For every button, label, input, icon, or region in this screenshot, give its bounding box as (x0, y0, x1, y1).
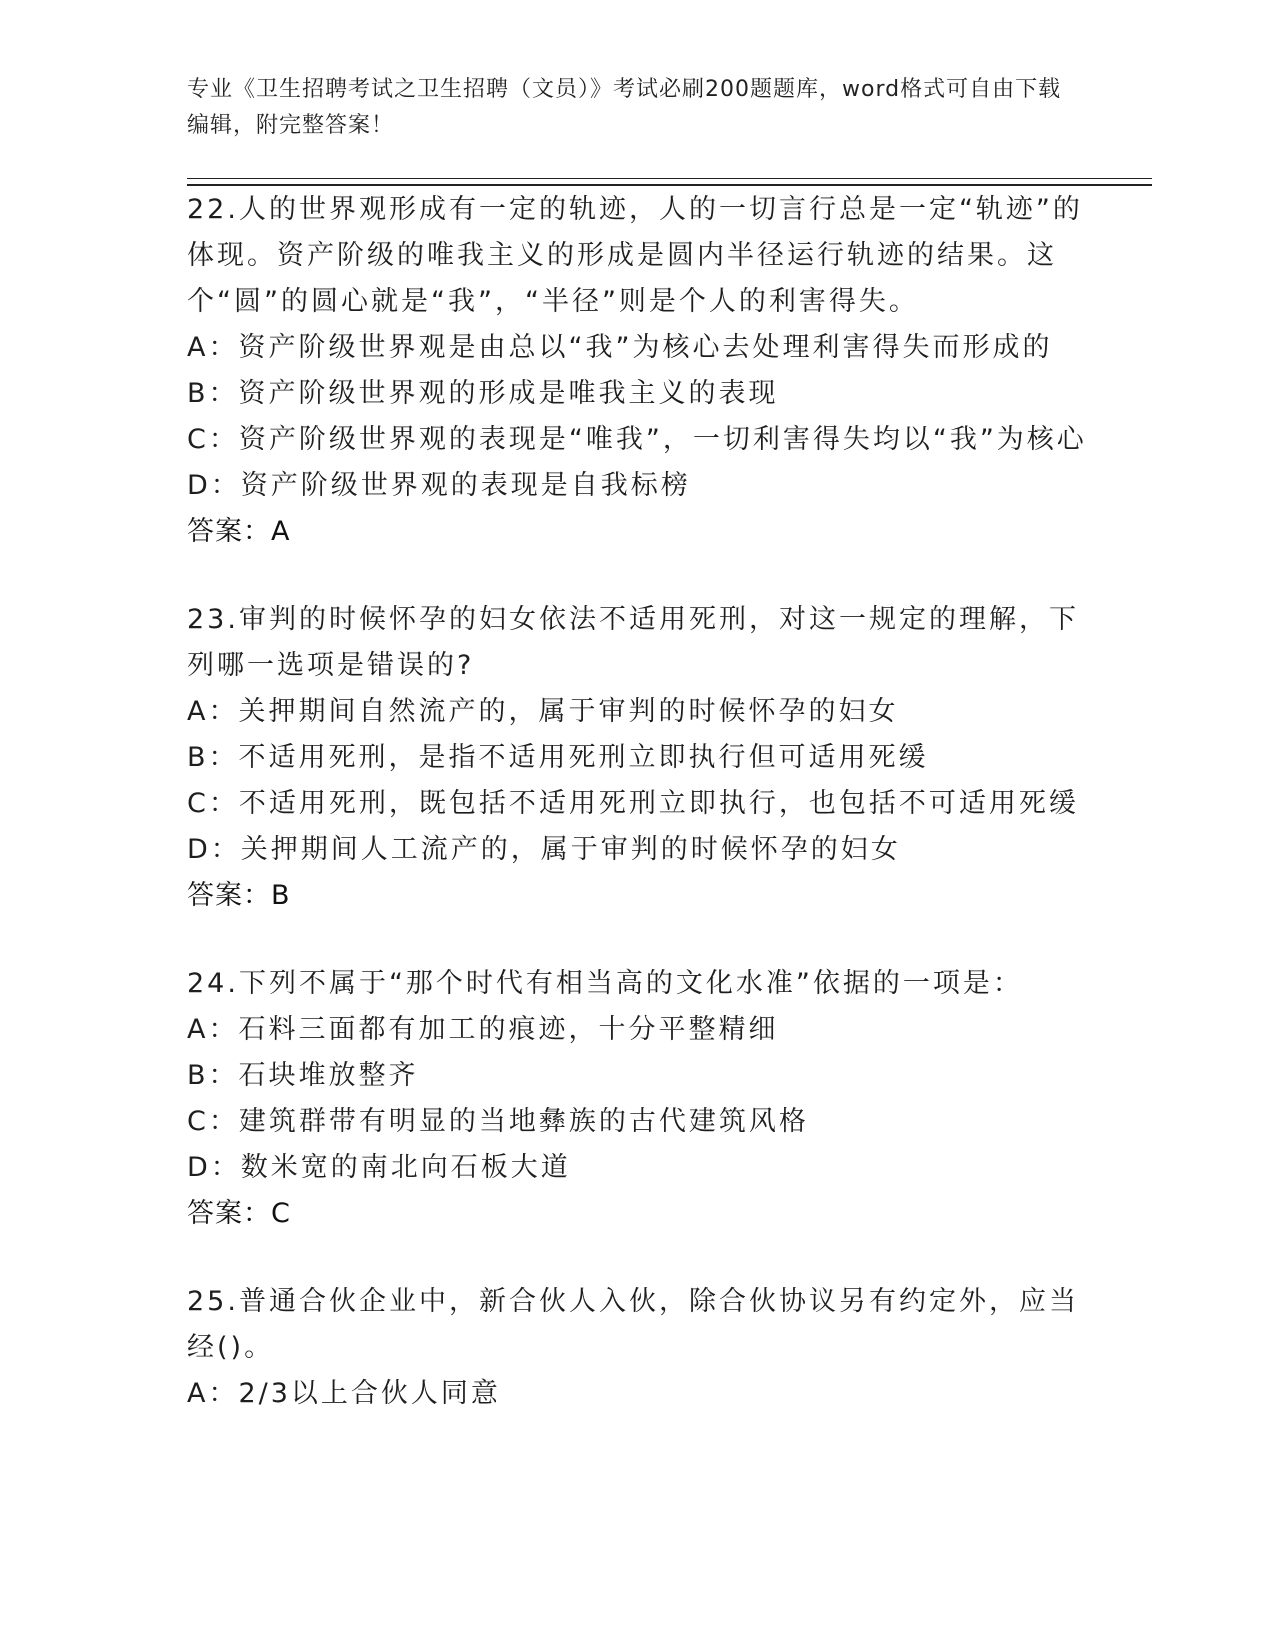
option-a: A：石料三面都有加工的痕迹，十分平整精细 (187, 1014, 779, 1045)
option-a: A：关押期间自然流产的，属于审判的时候怀孕的妇女 (187, 696, 899, 727)
option-d: D：关押期间人工流产的，属于审判的时候怀孕的妇女 (187, 834, 901, 865)
header-rule (187, 178, 1152, 186)
option-a: A：资产阶级世界观是由总以“我”为核心去处理利害得失而形成的 (187, 332, 1053, 363)
question-stem: 23.审判的时候怀孕的妇女依法不适用死刑，对这一规定的理解，下列哪一选项是错误的? (187, 604, 1079, 681)
answer: 答案：A (187, 516, 291, 547)
question-22 (187, 187, 1087, 555)
question-25 (187, 1279, 1087, 1417)
question-stem: 24.下列不属于“那个时代有相当高的文化水准”依据的一项是： (187, 968, 1023, 999)
option-c: C：资产阶级世界观的表现是“唯我”，一切利害得失均以“我”为核心 (187, 424, 1087, 455)
question-23 (187, 597, 1087, 919)
option-c: C：建筑群带有明显的当地彝族的古代建筑风格 (187, 1106, 809, 1137)
option-b: B：石块堆放整齐 (187, 1060, 419, 1091)
question-list (187, 187, 1087, 1459)
option-d: D：数米宽的南北向石板大道 (187, 1152, 571, 1183)
answer: 答案：B (187, 880, 291, 911)
page-header: 专业《卫生招聘考试之卫生招聘（文员）》考试必刷200题题库，word格式可自由下载编辑，附完整答案！ (187, 77, 1062, 138)
question-stem: 22.人的世界观形成有一定的轨迹，人的一切言行总是一定“轨迹”的体现。资产阶级的唯我主义的形成是圆内半径运行轨迹的结果。这个“圆”的圆心就是“我”，“半径”则是个人的利害得失。 (187, 194, 1083, 317)
option-b: B：不适用死刑，是指不适用死刑立即执行但可适用死缓 (187, 742, 929, 773)
option-b: B：资产阶级世界观的形成是唯我主义的表现 (187, 378, 779, 409)
question-stem: 25.普通合伙企业中，新合伙人入伙，除合伙协议另有约定外，应当经()。 (187, 1286, 1079, 1363)
option-a: A：2/3以上合伙人同意 (187, 1378, 501, 1409)
question-24 (187, 961, 1087, 1237)
answer: 答案：C (187, 1198, 291, 1229)
option-c: C：不适用死刑，既包括不适用死刑立即执行，也包括不可适用死缓 (187, 788, 1079, 819)
option-d: D：资产阶级世界观的表现是自我标榜 (187, 470, 691, 501)
